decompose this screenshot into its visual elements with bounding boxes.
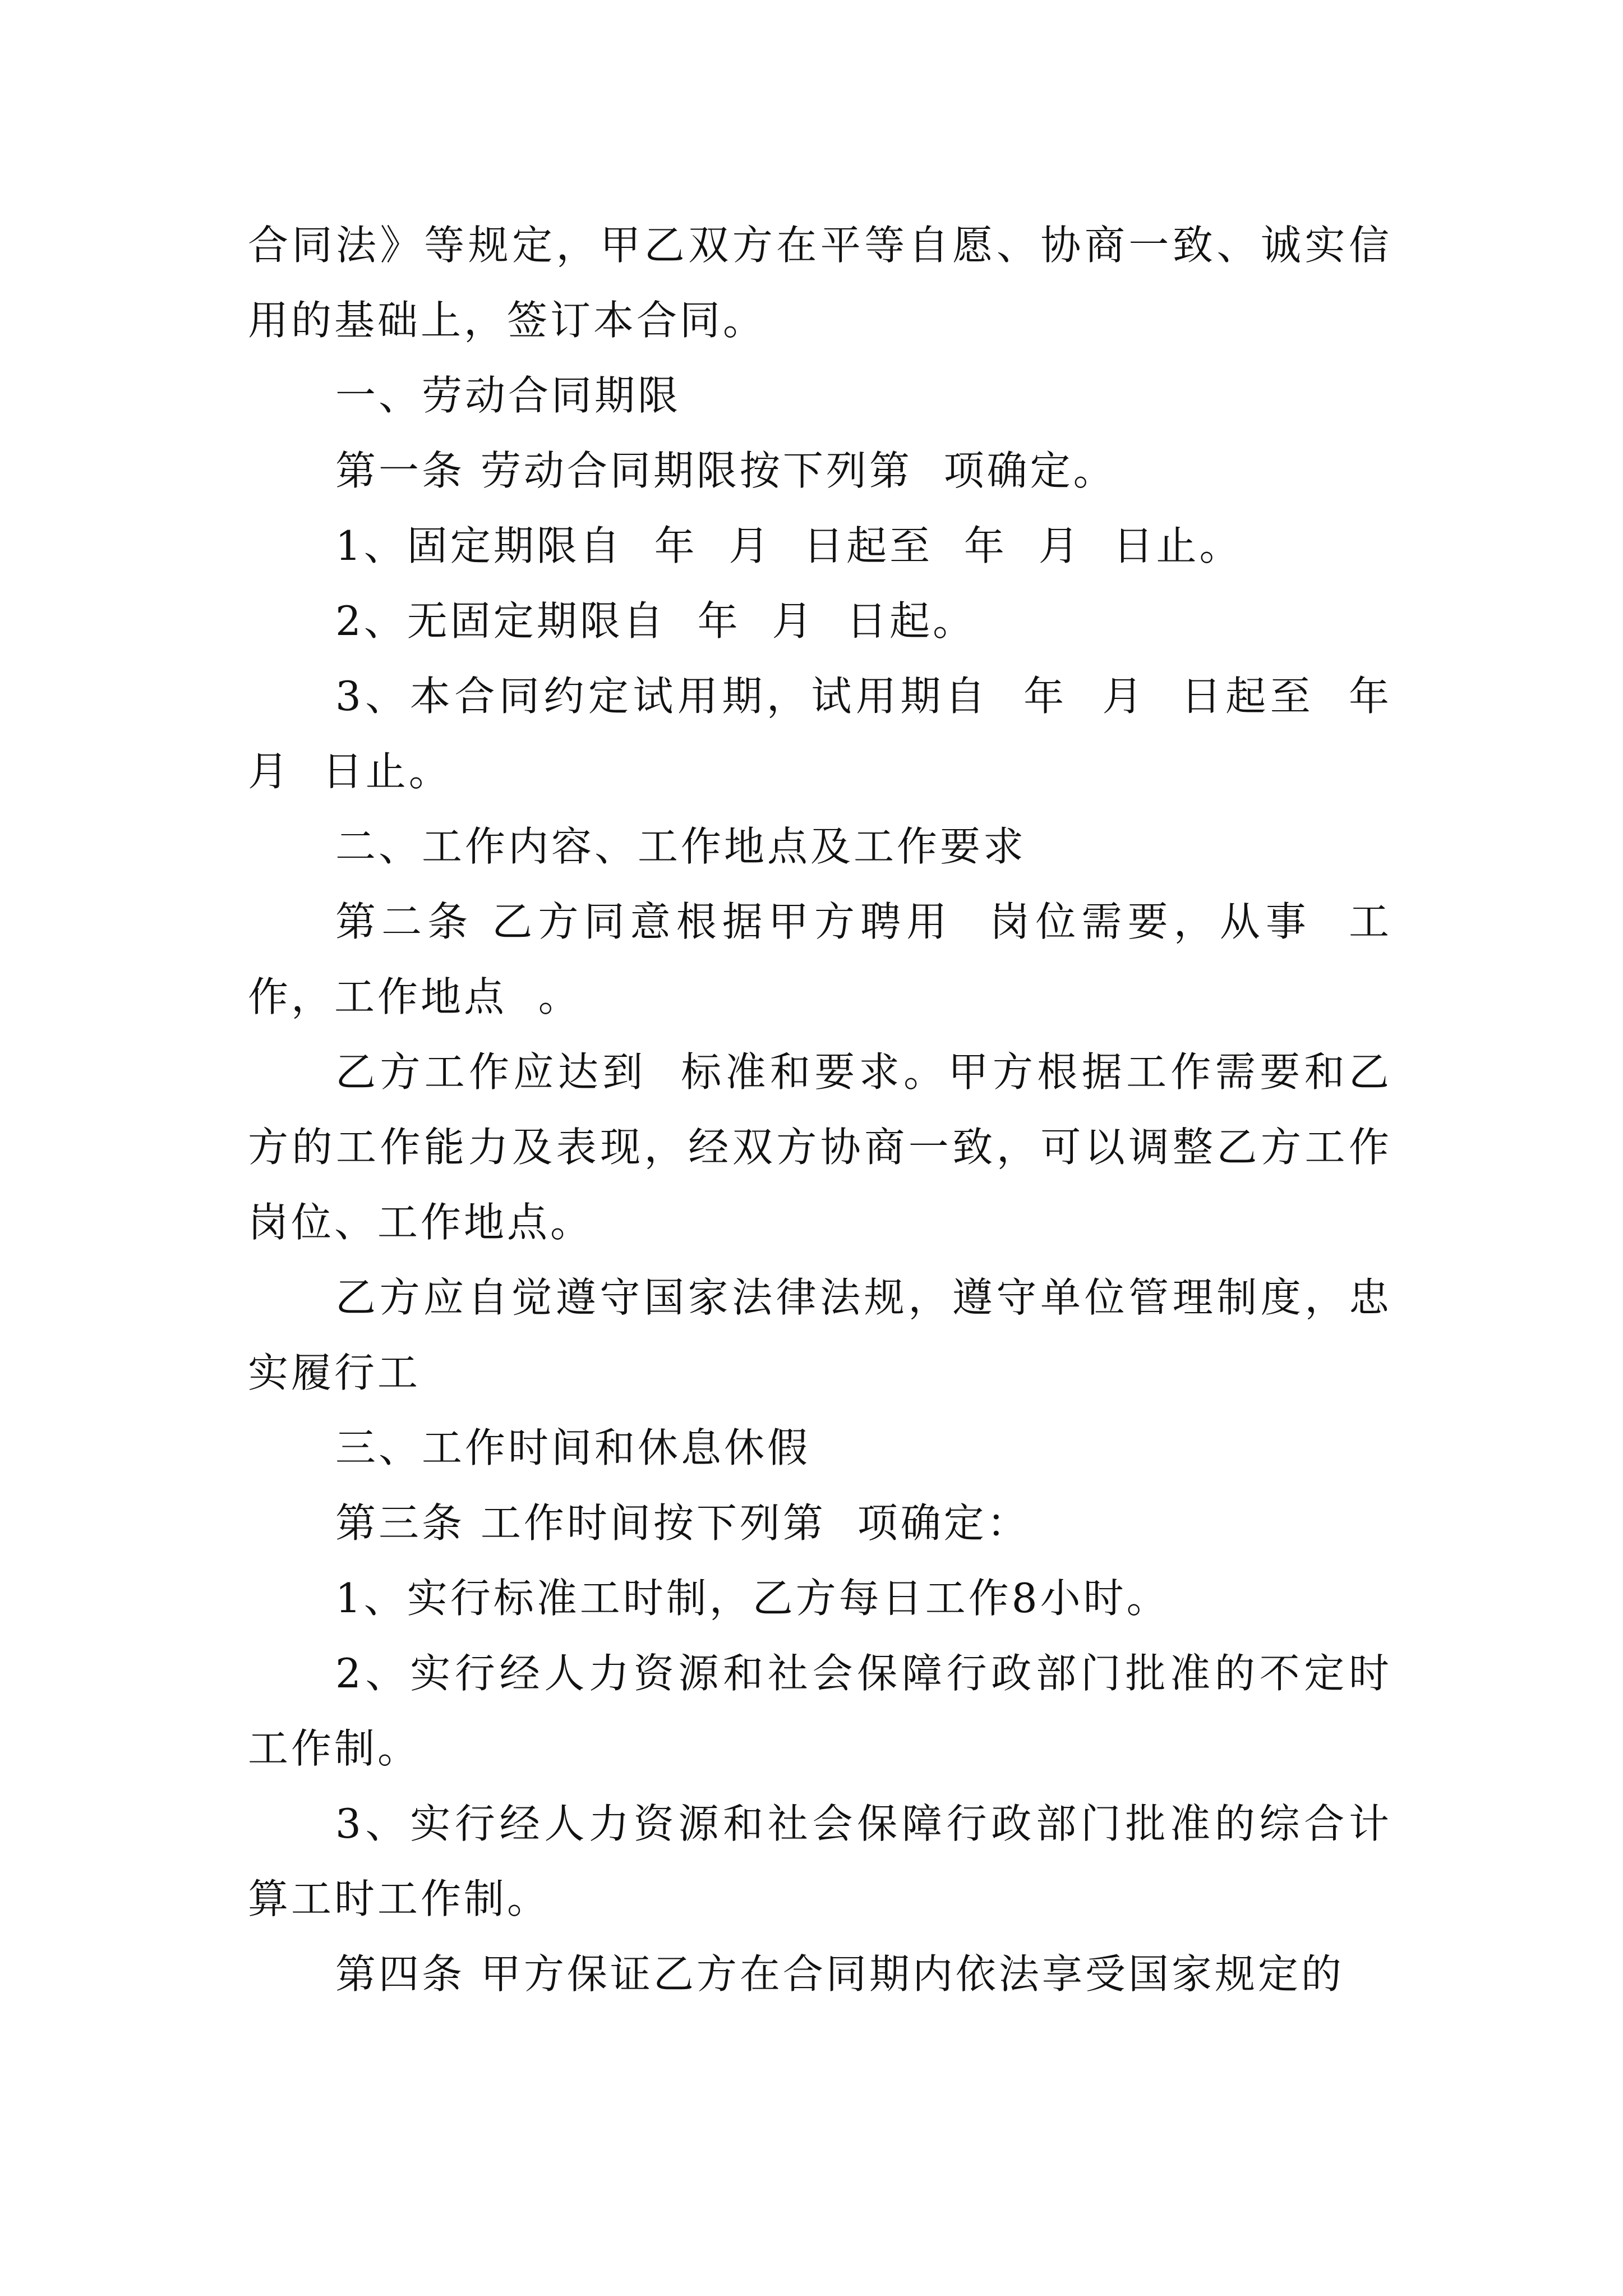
article-3-item-1: 1、实行标准工时制，乙方每日工作8小时。 (335, 1575, 1170, 1622)
section-heading-contract-term: 一、劳动合同期限 (335, 372, 681, 419)
article-1-item-3: 3、本合同约定试用期，试用期自 年 月 日起至 年 月 日止。 (248, 673, 1423, 795)
document-body (248, 208, 1423, 2012)
article-3: 第三条 工作时间按下列第 项确定： (335, 1499, 1030, 1547)
article-4: 第四条 甲方保证乙方在合同期内依法享受国家规定的 (335, 1950, 1344, 1998)
article-2-paragraph-standards: 乙方工作应达到 标准和要求。甲方根据工作需要和乙方的工作能力及表现，经双方协商一致，可以调整乙方工作岗位、工作地点。 (248, 1048, 1392, 1246)
article-1-item-1: 1、固定期限自 年 月 日起至 年 月 日止。 (335, 522, 1243, 569)
section-heading-working-hours: 三、工作时间和休息休假 (335, 1424, 811, 1471)
section-heading-work-content: 二、工作内容、工作地点及工作要求 (335, 823, 1027, 870)
article-2-paragraph-compliance: 乙方应自觉遵守国家法律法规，遵守单位管理制度，忠实履行工 (248, 1274, 1392, 1396)
article-1-item-2: 2、无固定期限自 年 月 日起。 (335, 597, 976, 645)
article-1: 第一条 劳动合同期限按下列第 项确定。 (335, 447, 1117, 494)
article-3-item-2: 2、实行经人力资源和社会保障行政部门批准的不定时工作制。 (248, 1650, 1392, 1772)
paragraph-intro-continuation: 合同法》等规定，甲乙双方在平等自愿、协商一致、诚实信用的基础上，签订本合同。 (248, 222, 1392, 344)
article-3-item-3: 3、实行经人力资源和社会保障行政部门批准的综合计算工时工作制。 (248, 1800, 1392, 1922)
article-2: 第二条 乙方同意根据甲方聘用 岗位需要，从事 工作，工作地点 。 (248, 898, 1392, 1020)
